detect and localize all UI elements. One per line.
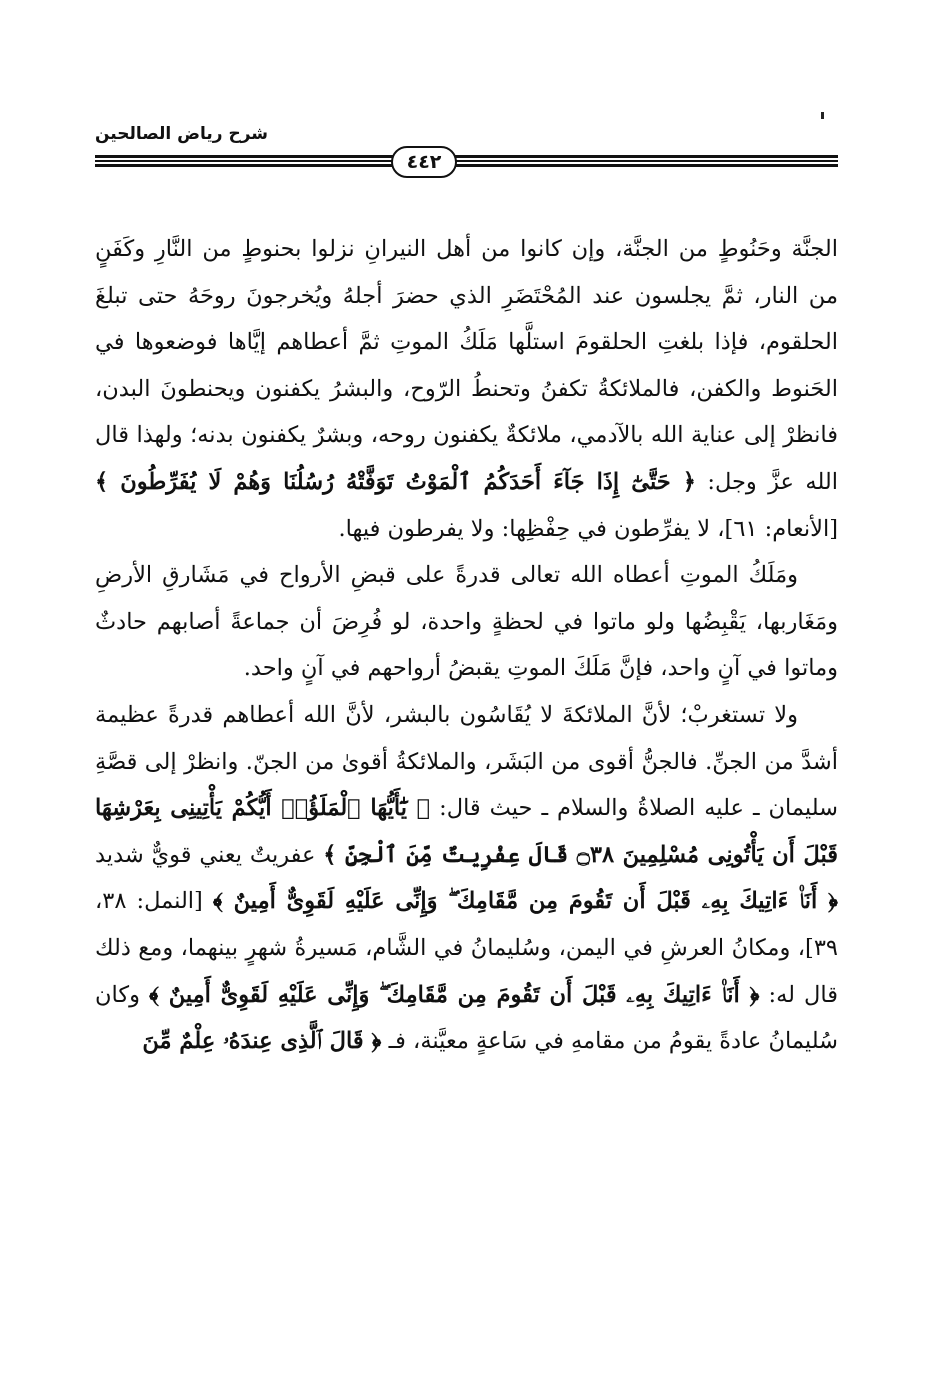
quran-verse-naml-39-repeat: ﴿ أَنَا۠ ءَاتِيكَ بِهِۦ قَبْلَ أَن تَقُومَ مِن مَّقَامِكَ ۖ وَإِنِّى عَلَيْهِ لَقَوِىٌّ أَمِينٌ ﴾ [149,981,760,1008]
running-title: شرح رياض الصالحين [95,124,269,144]
paragraph-3-text-3: ومكانُ العرشِ في اليمن، وسُليمانُ في الشَّام، مَسيرةُ شهرٍ بينهما، ومع ذلك قال له: [95,934,838,1008]
rule-line-middle [95,160,838,162]
paragraph-3-text-2: عفريتٌ يعني قويٌّ شديد [95,841,316,868]
margin-mark [821,112,824,119]
paragraph-1 [95,226,838,552]
page-body [95,226,838,1065]
paragraph-3-text-1: ولا تستغربْ؛ لأنَّ الملائكةَ لا يُقَاسُون بالبشر، لأنَّ الله أعطاهم قدرةً عظيمة أشدَّ من الجنِّ. فالجنُّ أقوى من البَشَر، والملائكةُ أقوىٰ من الجنّ. وانظرْ إلى قصَّةِ سليمان ـ عليه الصلاةُ والسلام ـ حيث قال: [95,701,839,822]
rule-line-top [95,155,838,158]
rule-line-bottom [95,164,838,167]
paragraph-3 [95,692,838,1065]
paragraph-1-text-1: الجنَّة وحَنُوطٍ من الجنَّة، وإن كانوا من أهل النيرانِ نزلوا بحنوطٍ من النَّارِ وكَفَنٍ من النار، ثمَّ يجلسون عند المُحْتَضَرِ الذي حضرَ أجلهُ ويُخرجونَ روحَهُ حتى تبلغَ الحلقوم، فإذا بلغتِ الحلقومَ استلَّها مَلَكُ الموتِ ثمَّ أعطاهم إيَّاها فوضعوها في الحَنوط والكفن، فالملائكةُ تكفنُ وتحنطُ الرّوح، والبشرُ يكفنون ويحنطونَ البدن، فانظرْ إلى عناية الله بالآدمي، ملائكةٌ يكفنون روحه، وبشرٌ يكفنون بدنه؛ ولهذا قال الله عزَّ وجل: [95,236,838,495]
quran-verse-naml-39: ﴿ أَنَا۠ ءَاتِيكَ بِهِۦ قَبْلَ أَن تَقُومَ مِن مَّقَامِكَ ۖ وَإِنِّى عَلَيْهِ لَقَوِىٌّ أَمِينٌ ﴾ [212,888,838,915]
paragraph-1-text-2: لا يفرِّطون في حِفْظِها: ولا يفرطون فيها. [338,515,711,542]
header-rule [95,146,838,176]
quran-verse-naml-38: ﴿ يَٰٓأَيُّهَا ٱلْمَلَؤُا۟ أَيُّكُمْ يَأْتِينِى بِعَرْشِهَا قَبْلَ أَن يَأْتُونِى مُسْلِمِينَ ۝٣٨ قَالَ عِفْرِيتٌ مِّنَ ٱلْجِنِّ ﴾ [95,795,838,868]
page-number: ٤٤٢ [391,146,457,178]
quran-verse-anam: ﴿ حَتَّىٰٓ إِذَا جَآءَ أَحَدَكُمُ ٱلْمَوْتُ تَوَفَّتْهُ رُسُلُنَا وَهُمْ لَا يُفَرِّطُونَ ﴾ [95,468,696,495]
verse-reference-anam: [الأنعام: ٦١]، [717,515,838,542]
quran-verse-naml-40: ﴿ قَالَ ٱلَّذِى عِندَهُۥ عِلْمٌ مِّنَ [142,1028,382,1055]
paragraph-2: ومَلَكُ الموتِ أعطاه الله تعالى قدرةً على قبضِ الأرواح في مَشَارقِ الأرضِ ومَغَاربها، يَقْبِضُها ولو ماتوا في لحظةٍ واحدة، لو فُرِضَ أن جماعةً أصابهم حادثٌ وماتوا في آنٍ واحد، فإنَّ مَلَكَ الموتِ يقبضُ أرواحهم في آنٍ واحد. [95,562,838,682]
paragraph-3-text-4: وكان سُليمانُ عادةً يقومُ من مقامهِ في سَاعةٍ معيَّنة، فـ [95,981,838,1055]
verse-reference-naml: [النمل: ٣٨، ٣٩]، [95,888,838,961]
